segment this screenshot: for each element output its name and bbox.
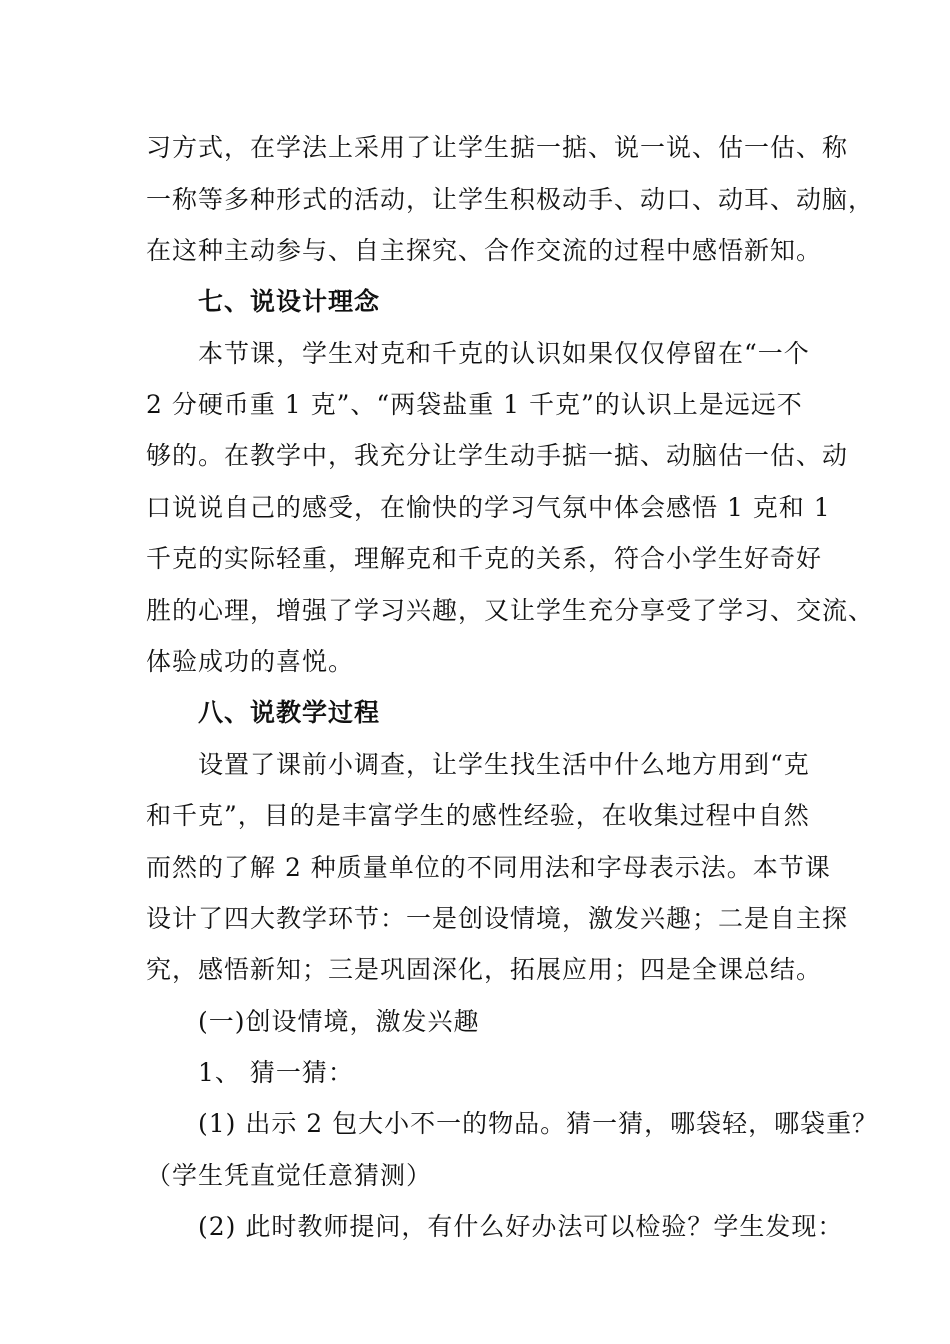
paragraph-line: 口说说自己的感受，在愉快的学习气氛中体会感悟 1 克和 1: [146, 493, 831, 522]
section-heading: 八、说教学过程: [198, 698, 381, 727]
paragraph-line: （学生凭直觉任意猜测）: [146, 1161, 433, 1190]
paragraph-line: 在这种主动参与、自主探究、合作交流的过程中感悟新知。: [146, 236, 823, 265]
paragraph-line: 够的。在教学中，我充分让学生动手掂一掂、动脑估一估、动: [146, 441, 849, 470]
paragraph-line: 千克的实际轻重，理解克和千克的关系，符合小学生好奇好: [146, 544, 823, 573]
paragraph-line: 设计了四大教学环节：一是创设情境，激发兴趣；二是自主探: [146, 904, 849, 933]
list-item: (1) 出示 2 包大小不一的物品。猜一猜，哪袋轻，哪袋重？: [198, 1109, 879, 1138]
subsection-heading: (一)创设情境，激发兴趣: [198, 1007, 480, 1036]
section-heading: 七、说设计理念: [198, 287, 381, 316]
paragraph-line: 一称等多种形式的活动，让学生积极动手、动口、动耳、动脑，: [146, 185, 875, 214]
paragraph-line: 设置了课前小调查，让学生找生活中什么地方用到“克: [198, 750, 810, 779]
list-item: (2) 此时教师提问，有什么好办法可以检验？学生发现：: [198, 1212, 844, 1241]
paragraph-line: 体验成功的喜悦。: [146, 647, 355, 676]
paragraph-line: 胜的心理，增强了学习兴趣，又让学生充分享受了学习、交流、: [146, 596, 875, 625]
paragraph-line: 习方式，在学法上采用了让学生掂一掂、说一说、估一估、称: [146, 133, 849, 162]
paragraph-line: 2 分硬币重 1 克”、“两袋盐重 1 千克”的认识上是远远不: [146, 390, 803, 419]
paragraph-line: 和千克”，目的是丰富学生的感性经验，在收集过程中自然: [146, 801, 810, 830]
paragraph-line: 本节课，学生对克和千克的认识如果仅仅停留在“一个: [198, 339, 810, 368]
list-item: 1、 猜一猜：: [198, 1058, 354, 1087]
paragraph-line: 而然的了解 2 种质量单位的不同用法和字母表示法。本节课: [146, 853, 831, 882]
paragraph-line: 究，感悟新知；三是巩固深化，拓展应用；四是全课总结。: [146, 955, 823, 984]
